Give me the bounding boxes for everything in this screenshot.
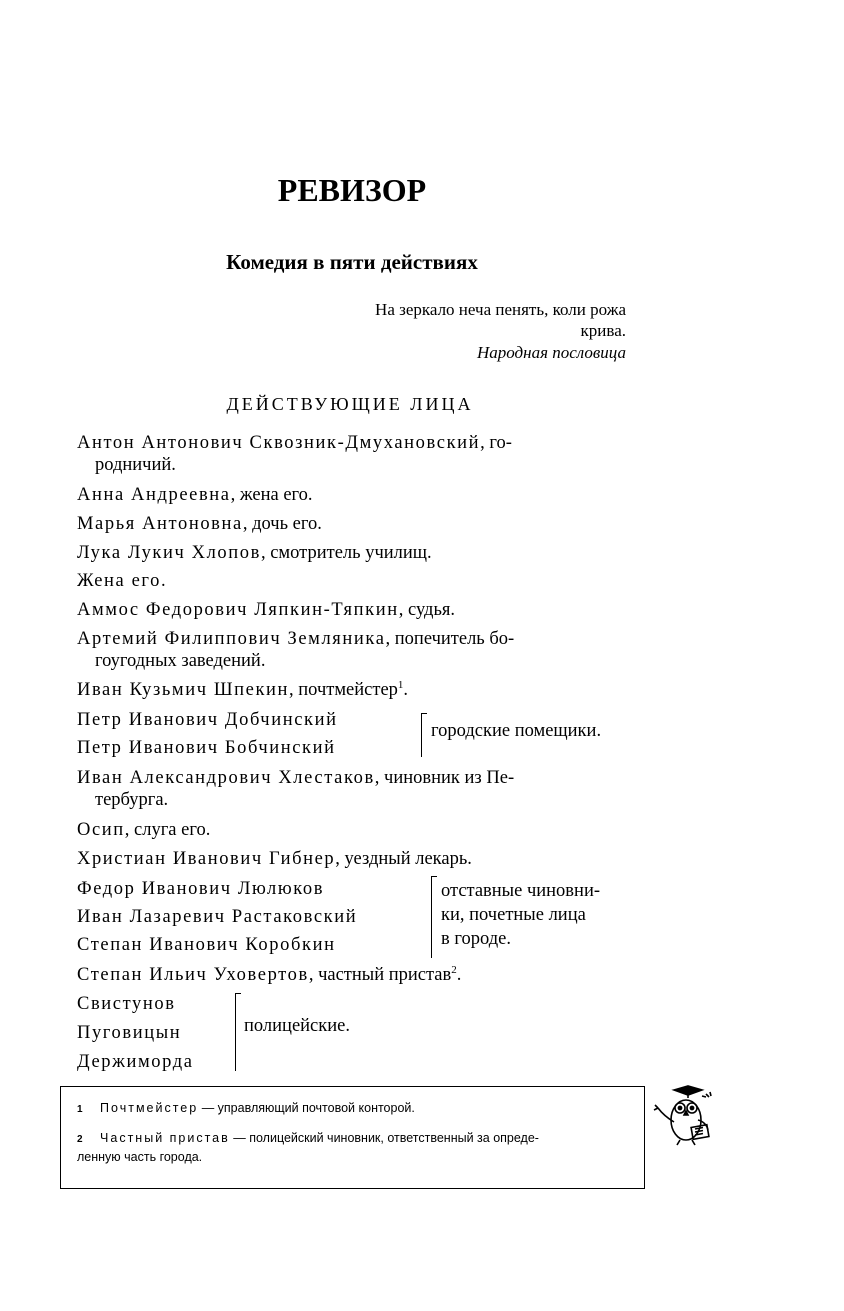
character-name: Марья Антоновна	[77, 514, 243, 534]
footnote-2-cont: ленную часть города.	[77, 1150, 203, 1164]
character-desc: , частный пристав	[308, 965, 452, 985]
character-desc: , го-	[480, 433, 512, 453]
group-member-name: Свистунов	[77, 994, 176, 1014]
character-name: Артемий Филиппович Земляника	[77, 629, 386, 649]
owl-reading-icon	[652, 1082, 722, 1152]
group-desc-line: отставные чиновни-	[441, 881, 601, 901]
character-desc-cont: родничий.	[95, 455, 176, 475]
group-member-name: Петр Иванович Бобчинский	[77, 738, 336, 758]
footnote-2	[77, 1131, 539, 1145]
group-member-name: Петр Иванович Добчинский	[77, 710, 338, 730]
character-desc: , чиновник из Пе-	[374, 768, 515, 788]
group-brace	[235, 993, 236, 1071]
character-desc: , судья.	[398, 600, 456, 620]
footnote-1	[77, 1101, 415, 1115]
character-entry	[77, 820, 210, 841]
footnote-number: 1	[77, 1104, 83, 1115]
group-member-name: Федор Иванович Люлюков	[77, 879, 325, 899]
footnote-text: — управляющий почтовой конторой.	[198, 1101, 415, 1115]
group-desc: полицейские.	[244, 1016, 350, 1036]
character-desc: , почтмейстер	[289, 680, 398, 700]
character-name: Лука Лукич Хлопов	[77, 543, 261, 563]
group-desc-line: ки, почетные лица	[441, 905, 586, 925]
character-entry	[77, 433, 512, 454]
group-brace	[431, 876, 432, 958]
footnote-text: — полицейский чиновник, ответственный за опреде-	[229, 1131, 539, 1145]
footnote-ref-2[interactable]: 2	[451, 963, 457, 976]
character-desc-cont: тербурга.	[95, 790, 169, 810]
character-entry	[77, 629, 514, 650]
character-entry	[77, 849, 472, 870]
character-desc: , дочь его.	[242, 514, 322, 534]
character-desc: , слуга его.	[124, 820, 211, 840]
epigraph-line-2: крива.	[580, 321, 626, 340]
character-name: Христиан Иванович Гибнер	[77, 849, 336, 869]
character-entry	[77, 514, 322, 535]
group-member-name: Иван Лазаревич Растаковский	[77, 907, 358, 927]
group-member-name: Держиморда	[77, 1052, 194, 1072]
character-name: Степан Ильич Уховертов	[77, 965, 309, 985]
character-entry	[77, 965, 461, 986]
character-name: Осип	[77, 820, 125, 840]
punct: .	[456, 965, 462, 985]
character-desc: , попечитель бо-	[385, 629, 515, 649]
footnote-ref-1[interactable]: 1	[397, 678, 404, 691]
character-entry	[77, 768, 514, 789]
epigraph-source: Народная пословица	[477, 343, 626, 362]
footnote-term: Частный пристав	[100, 1131, 230, 1145]
character-name: Аммос Федорович Ляпкин-Тяпкин	[77, 600, 399, 620]
character-desc: , уездный лекарь.	[335, 849, 472, 869]
character-name: Иван Александрович Хлестаков	[77, 768, 375, 788]
character-desc: , смотритель училищ.	[260, 543, 432, 563]
footnote-number: 2	[77, 1134, 83, 1145]
page-subtitle: Комедия в пяти действиях	[226, 250, 478, 274]
group-brace	[421, 713, 422, 757]
footnote-term: Почтмейстер	[100, 1101, 199, 1115]
character-entry	[77, 680, 408, 701]
epigraph-line-1: На зеркало неча пенять, коли рожа	[375, 300, 626, 319]
footnote-box	[60, 1086, 645, 1189]
characters-heading: ДЕЙСТВУЮЩИЕ ЛИЦА	[226, 394, 474, 414]
group-desc-line: в городе.	[441, 929, 511, 949]
character-desc-cont: гоугодных заведений.	[95, 651, 266, 671]
group-desc: городские помещики.	[431, 721, 602, 741]
character-name: Антон Антонович Сквозник-Дмухановский	[77, 433, 481, 453]
character-name: Жена его.	[77, 571, 168, 591]
page-title: РЕВИЗОР	[277, 172, 427, 208]
character-name: Анна Андреевна	[77, 485, 231, 505]
group-member-name: Степан Иванович Коробкин	[77, 935, 336, 955]
character-name: Иван Кузьмич Шпекин	[77, 680, 290, 700]
character-entry	[77, 600, 455, 621]
punct: .	[403, 680, 409, 700]
character-entry	[77, 485, 313, 506]
character-entry	[77, 543, 432, 564]
character-desc: , жена его.	[230, 485, 313, 505]
group-member-name: Пуговицын	[77, 1023, 182, 1043]
character-entry	[77, 571, 167, 592]
